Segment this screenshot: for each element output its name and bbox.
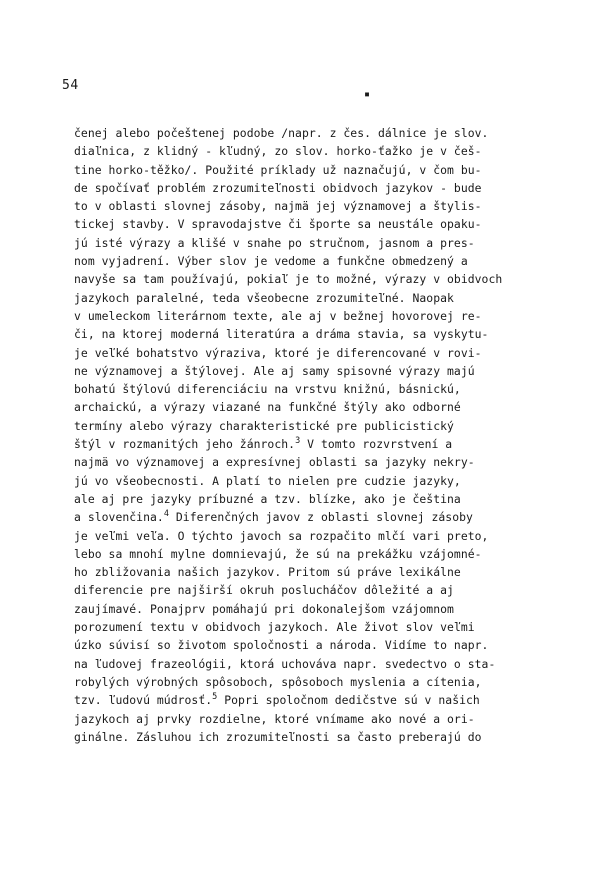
text-line-28: porozumení textu v obidvoch jazykoch. Ale život slov veľmi (74, 620, 475, 635)
text-line-24: lebo sa mnohí mylne domnievajú, že sú na prekážku vzájomné- (74, 546, 482, 561)
text-line-11: v umeleckom literárnom texte, ale aj v bežnej hovorovej re- (74, 308, 482, 323)
text-line-6: tickej stavby. V spravodajstve či športe sa neustále opaku- (74, 217, 482, 232)
text-line-23: je veľmi veľa. O týchto javoch sa rozpačito mlčí vari preto, (74, 528, 489, 543)
body-text (74, 124, 609, 746)
text-line-13: je veľké bohatstvo výraziva, ktoré je diferencované v rovi- (74, 345, 482, 360)
text-line-30: na ľudovej frazeológii, ktorá uchováva napr. svedectvo o sta- (74, 656, 496, 671)
text-line-21: ale aj pre jazyky príbuzné a tzv. blízke, ako je čeština (74, 491, 461, 506)
text-line-7: jú isté výrazy a klišé v snahe po stručnom, jasnom a pres- (74, 235, 475, 250)
text-line-18: štýl v rozmanitých jeho žánroch.$^3$ V tomto rozvrstvení a (74, 436, 453, 452)
footnote-mark: 4 (163, 509, 169, 520)
text-line-10: jazykoch paralelné, teda všeobecne zrozumiteľné. Naopak (74, 290, 454, 305)
text-line-33: jazykoch aj prvky rozdielne, ktoré vnímame ako nové a ori- (74, 711, 475, 726)
text-line-26: diferencie pre najširší okruh poslucháčov dôležité a aj (74, 583, 454, 598)
text-line-14: ne významovej a štýlovej. Ale aj samy spisovné výrazy majú (74, 363, 475, 378)
text-line-15: bohatú štýlovú diferenciáciu na vrstvu knižnú, básnickú, (74, 382, 461, 397)
text-line-22: a slovenčina.$^4$ Diferenčných javov z oblasti slovnej zásoby (74, 509, 473, 525)
footnote-mark: 3 (295, 436, 301, 447)
text-line-20: jú vo všeobecnosti. A platí to nielen pre cudzie jazyky, (74, 473, 461, 488)
page-number: 54 (62, 78, 79, 93)
text-line-8: nom vyjadrení. Výber slov je vedome a funkčne obmedzený a (74, 254, 468, 269)
text-line-2: diaľnica, z klidný - kľudný, zo slov. horko-ťažko je v češ- (74, 144, 482, 159)
text-line-3: tine horko-těžko/. Použité príklady už naznačujú, v čom bu- (74, 162, 482, 177)
text-line-12: či, na ktorej moderná literatúra a dráma stavia, sa vyskytu- (74, 327, 489, 342)
stray-mark: ▪ (364, 89, 371, 100)
text-line-19: najmä vo významovej a expresívnej oblasti sa jazyky nekry- (74, 455, 475, 470)
text-line-17: termíny alebo výrazy charakteristické pre publicistický (74, 418, 454, 433)
text-line-25: ho zbližovania našich jazykov. Pritom sú práve lexikálne (74, 565, 461, 580)
text-line-31: robylých výrobných spôsoboch, spôsoboch myslenia a cítenia, (74, 674, 482, 689)
text-line-1: čenej alebo počeštenej podobe /napr. z čes. dálnice je slov. (74, 126, 489, 140)
text-line-5: to v oblasti slovnej zásoby, najmä jej významovej a štylis- (74, 199, 482, 214)
text-line-16: archaickú, a výrazy viazané na funkčné štýly ako odborné (74, 400, 461, 415)
text-line-27: zaujímavé. Ponajprv pomáhajú pri dokonalejšom vzájomnom (74, 601, 454, 616)
text-line-32: tzv. ľudovú múdrosť.$^5$ Popri spoločnom dedičstve sú v našich (74, 692, 480, 708)
text-line-34: ginálne. Zásluhou ich zrozumiteľnosti sa často preberajú do (74, 729, 482, 744)
text-line-9: navyše sa tam používajú, pokiaľ je to možné, výrazy v obidvoch (74, 272, 503, 287)
text-line-4: de spočívať problém zrozumiteľnosti obidvoch jazykov - bude (74, 180, 482, 195)
text-line-29: úzko súvisí so životom spoločnosti a národa. Vidíme to napr. (74, 638, 489, 653)
footnote-mark: 5 (212, 692, 218, 703)
